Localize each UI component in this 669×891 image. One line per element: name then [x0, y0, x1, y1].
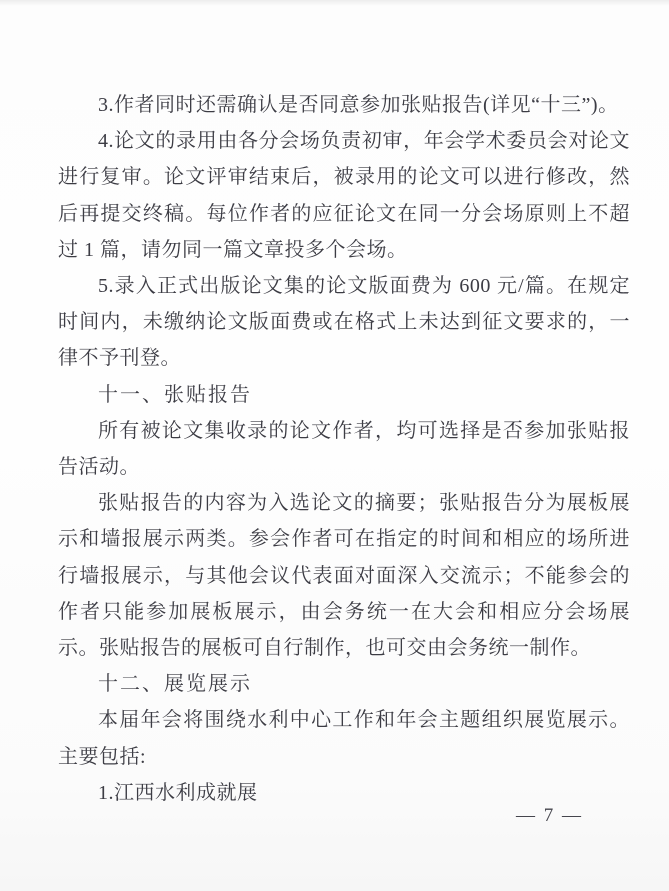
section-heading-poster-report: 十一、张贴报告 — [98, 383, 252, 406]
paragraph-item-3: 3.作者同时还需确认是否同意参加张贴报告(详见“十三”)。 — [98, 94, 619, 116]
document-body — [58, 87, 630, 811]
page-number: — 7 — — [516, 805, 583, 826]
paragraph-exhibition-intro: 本届年会将围绕水利中心工作和年会主题组织展览展示。主要包括: — [58, 709, 630, 768]
paragraph-exhibition-item-1: 1.江西水利成就展 — [98, 781, 258, 804]
paragraph-poster-details: 张贴报告的内容为入选论文的摘要；张贴报告分为展板展示和墙报展示两类。参会作者可在指定的时间和相应的场所进行墙报展示，与其他会议代表面对面深入交流示；不能参会的作者只能参加展板展示，由会务统一在大会和相应分会场展示。张贴报告的展板可自行制作，也可交由会务统一制作。 — [58, 492, 630, 660]
paragraph-poster-eligibility: 所有被论文集收录的论文作者，均可选择是否参加张贴报告活动。 — [58, 419, 630, 479]
paragraph-item-5: 5.录入正式出版论文集的论文版面费为 600 元/篇。在规定时间内，未缴纳论文版面费或在格式上未达到征文要求的，一律不予刊登。 — [58, 275, 630, 370]
section-heading-exhibition: 十二、展览展示 — [98, 673, 252, 696]
paragraph-item-4: 4.论文的录用由各分会场负责初审，年会学术委员会对论文进行复审。论文评审结束后，被录用的论文可以进行修改，然后再提交终稿。每位作者的应征论文在同一分会场原则上不超过 1 篇，请勿同一篇文章投多个会场。 — [58, 130, 630, 261]
